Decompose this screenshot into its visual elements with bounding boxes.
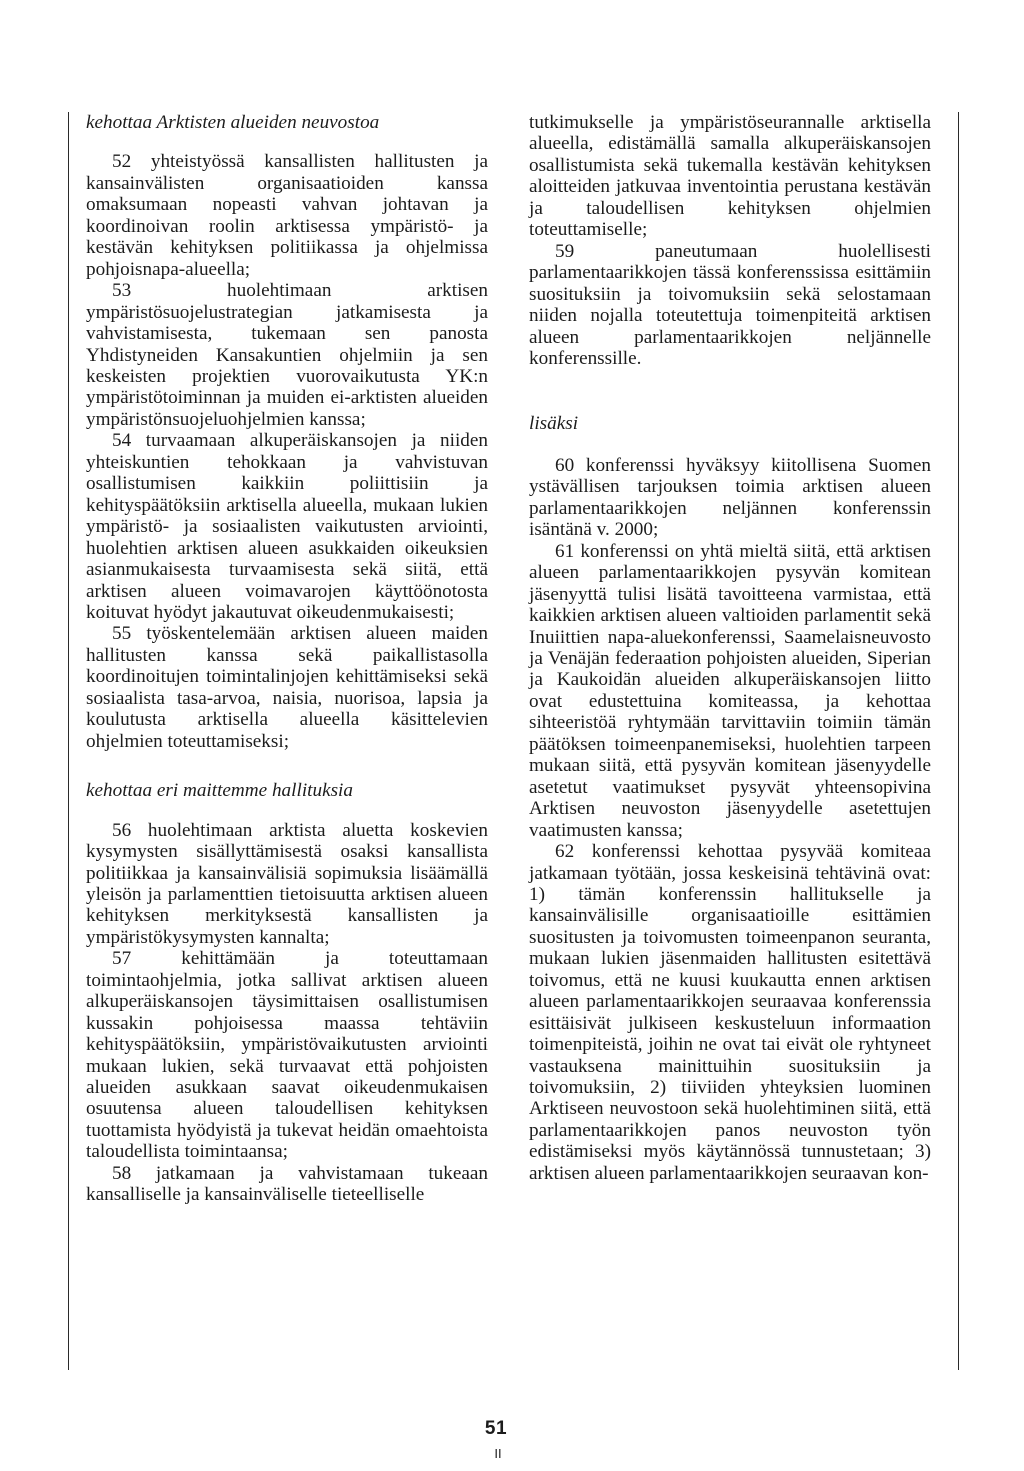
paragraph-60: 60 konferenssi hyväksyy kiitollisena Suomen ystävällisen tarjouksen toimia arktisen alueen parlamentaarikkojen neljännen konferenssin isäntänä v. 2000;	[529, 454, 931, 541]
left-column	[86, 112, 488, 1206]
right-column	[529, 112, 931, 1184]
paragraph-53: 53 huolehtimaan arktisen ympäristösuojelustrategian jatkamisesta ja vahvistamisesta, tukemaan sen panosta Yhdistyneiden Kansakuntien ohjelmiin ja sen keskeisten projektien vuorovaikutusta YK:n ympäristötoiminnan ja muiden ei-arktisten alueiden ympäristönsuojeluohjelmien kanssa;	[86, 280, 488, 430]
spacer	[86, 133, 488, 151]
left-margin-rule	[68, 112, 69, 1370]
spacer	[86, 802, 488, 820]
section-heading-governments: kehottaa eri maittemme hallituksia	[86, 780, 353, 802]
paragraph-62: 62 konferenssi kehottaa pysyvää komiteaa jatkamaan työtään, jossa keskeisinä tehtävinä ovat: 1) tämän konferenssin hallitukselle ja kansainvälisille organisaatioille esittämien suositusten ja toivomusten toimeenpanon seuranta, mukaan lukien jäsenmaiden hallitusten esitettävä toivomus, että ne kuusi kuukautta ennen arktisen alueen parlamentaarikkojen seuraavaa konferenssia esittäisivät julkiseen keskusteluun informaation toimenpiteistä, joihin ne ovat tai eivät ole ryhtyneet vastauksena mainittuihin suosituksiin ja toivomuksiin, 2) tiiviiden yhteyksien luominen Arktiseen neuvostoon sekä huolehtiminen siitä, että parlamentaarikkojen panos neuvoston työn edistämiseksi myös käytännössä tunnustetaan; 3) arktisen alueen parlamentaarikkojen seuraavan kon-	[529, 841, 931, 1184]
section-heading-arctic-council: kehottaa Arktisten alueiden neuvostoa	[86, 112, 380, 133]
right-margin-rule	[958, 112, 959, 1370]
paragraph-55: 55 työskentelemään arktisen alueen maiden hallitusten kanssa sekä paikallistasolla koordinoitujen toimintalinjojen kehittämiseksi sekä sosiaalista tasa-arvoa, naisia, nuorisoa, lapsia ja koulutusta arktisella alueella käsittelevien ohjelmien toteuttamiseksi;	[86, 623, 488, 752]
spacer	[529, 369, 931, 413]
page-number: 51	[484, 1418, 508, 1439]
paragraph-54: 54 turvaamaan alkuperäiskansojen ja niiden yhteiskuntien tehokkaan ja vahvistuvan osallistumisen kaikkiin poliittisiin ja kehityspäätöksiin arktisella alueella, mukaan lukien ympäristö- ja sosiaalisten vaikutusten arviointi, huolehtien arktisen alueen asukkaiden oikeuksien asianmukaisesta turvaamisesta sekä siitä, että arktisen alueen voimavarojen käyttöönotosta koituvat hyödyt jakautuvat oikeudenmukaisesti;	[86, 430, 488, 623]
paragraph-59: 59 paneutumaan huolellisesti parlamentaarikkojen tässä konferenssissa esittämiin suosituksiin ja toivomuksiin sekä selostamaan niiden nojalla toteutettuja toimenpiteitä arktisen alueen parlamentaarikkojen neljännelle konferenssille.	[529, 240, 931, 369]
paragraph-58-continued: tutkimukselle ja ympäristöseurannalle arktisella alueella, edistämällä samalla alkuperäiskansojen osallistumista sekä tukemalla kestävän kehityksen aloitteiden jatkuvaa inventointia perustana kestävän ja taloudellisen kehityksen ohjelmien toteuttamiselle;	[529, 112, 931, 241]
section-heading-additionally: lisäksi	[529, 413, 579, 435]
spacer	[529, 435, 931, 455]
paragraph-56: 56 huolehtimaan arktista aluetta koskevien kysymysten sisällyttämisestä osaksi kansallista politiikkaa ja kansainvälisiä sopimuksia lisäämällä yleisön ja parlamenttien tietoisuutta arktisen alueen kehityksen merkityksestä kansallisten ja ympäristökysymysten kannalta;	[86, 819, 488, 948]
paragraph-61: 61 konferenssi on yhtä mieltä siitä, että arktisen alueen parlamentaarikkojen pysyvän komitean jäsenyyttä tulisi lisätä tavoitteena varmistaa, että kaikkien arktisen alueen valtioiden parlamentit sekä Inuiittien napa-aluekonferenssi, Saamelaisneuvosto ja Venäjän federaation pohjoisten alueiden, Siperian ja Kaukoidän alueiden alkuperäiskansojen liitto ovat edustettuina komiteassa, ja kehottaa sihteeristöä ryhtymään tarvittaviin toimiin tämän päätöksen toimeenpanemiseksi, huolehtien tarpeen mukaan siitä, että pysyvän komitean jäsenyydelle asetetut vaatimukset pysyvät yhteensopivina Arktisen neuvoston jäsenyydelle asetettujen vaatimusten kanssa;	[529, 540, 931, 841]
spacer	[86, 752, 488, 780]
paragraph-52: 52 yhteistyössä kansallisten hallitusten ja kansainvälisten organisaatioiden kanssa omaksumaan nopeasti vahvan johtavan ja koordinoivan roolin arktisessa ympäristö- ja kestävän kehityksen politiikassa ja ohjelmissa pohjoisnapa-alueella;	[86, 151, 488, 280]
page-sub-mark: II	[494, 1446, 502, 1461]
paragraph-58: 58 jatkamaan ja vahvistamaan tukeaan kansalliselle ja kansainväliselle tieteelliselle	[86, 1162, 488, 1206]
paragraph-57: 57 kehittämään ja toteuttamaan toimintaohjelmia, jotka sallivat arktisen alueen alkuperäiskansojen täysimittaisen osallistumisen kussakin pohjoisessa maassa tehtäviin kehityspäätöksiin, ympäristövaikutusten arviointi mukaan lukien, sekä turvaavat että pohjoisten alueiden asukkaan saavat oikeudenmukaisen osuutensa alueen taloudellisen kehityksen tuottamista hyödyistä ja tukevat heidän omaehtoista taloudellista toimintaansa;	[86, 948, 488, 1163]
